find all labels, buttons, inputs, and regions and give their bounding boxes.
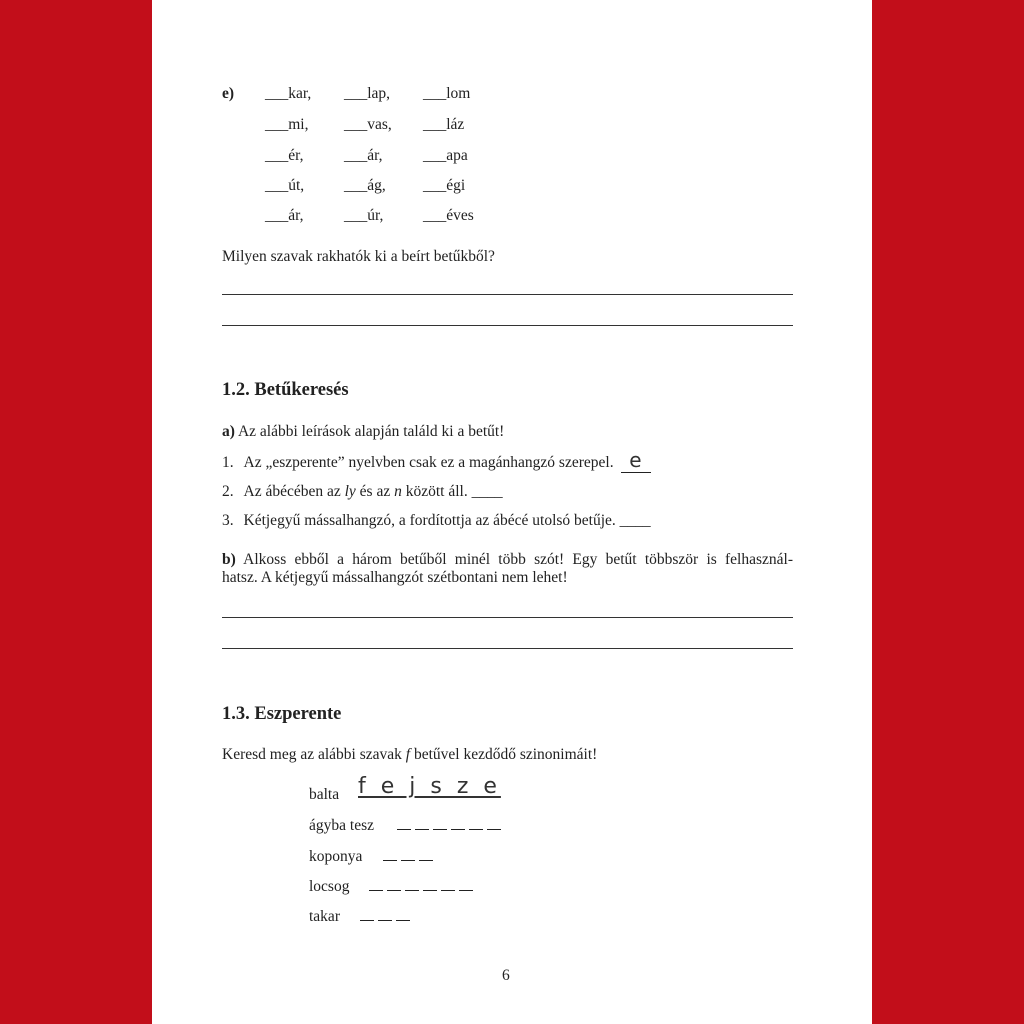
item-text-part: között áll. ____ xyxy=(401,483,503,500)
letter-blank[interactable] xyxy=(433,818,447,830)
word-label: balta xyxy=(309,786,340,803)
letter-blank[interactable] xyxy=(397,818,411,830)
exercise-e-label: e) xyxy=(222,85,235,102)
page-number: 6 xyxy=(502,967,510,984)
item-number: 3. xyxy=(222,512,234,529)
section-title: 1.2. Betűkeresés xyxy=(222,380,349,400)
instruction-a xyxy=(222,423,504,441)
word-cell: ___mi, xyxy=(265,116,309,133)
item-text xyxy=(244,483,503,500)
word-cell: ___ár, xyxy=(265,207,304,224)
instruction-b-line: hatsz. A kétjegyű mássalhangzót szétbontani nem lehet! xyxy=(222,569,568,586)
letter-blank[interactable] xyxy=(360,909,374,921)
answer-line[interactable] xyxy=(222,648,793,649)
item-text: Kétjegyű mássalhangzó, a fordítottja az ábécé utolsó betűje. ____ xyxy=(243,512,651,529)
letter-blank[interactable] xyxy=(487,818,501,830)
handwritten-answer: e xyxy=(629,448,644,472)
item-text-italic: ly xyxy=(344,483,356,500)
letter-blank[interactable] xyxy=(383,849,397,861)
letter-blank[interactable] xyxy=(415,818,429,830)
word-label: locsog xyxy=(309,878,350,895)
word-cell: ___lap, xyxy=(344,85,391,102)
list-item xyxy=(222,512,651,530)
word-cell: ___égi xyxy=(423,177,466,194)
instruction xyxy=(222,746,597,764)
instruction-a-label: a) xyxy=(222,423,235,440)
letter-blank[interactable] xyxy=(441,879,455,891)
handwritten-answer: f e j s z e xyxy=(358,774,501,799)
exercise-e-question: Milyen szavak rakhatók ki a beírt betűkből? xyxy=(222,248,495,265)
instruction-italic: f xyxy=(405,746,411,763)
letter-blanks[interactable] xyxy=(369,878,477,896)
letter-blank[interactable] xyxy=(401,849,415,861)
instruction-b xyxy=(222,551,793,587)
letter-blank[interactable] xyxy=(396,909,410,921)
word-cell: ___apa xyxy=(423,147,468,164)
worksheet-page xyxy=(152,0,872,1024)
letter-blank[interactable] xyxy=(469,818,483,830)
letter-blanks[interactable] xyxy=(383,848,437,866)
handwritten-answer-row[interactable] xyxy=(358,776,501,798)
answer-line[interactable] xyxy=(222,294,793,295)
word-cell: ___vas, xyxy=(344,116,392,133)
instruction-b-text: Alkoss ebből a három betűből minél több szót! Egy betűt többször is felhasznál- xyxy=(235,551,793,568)
word-cell: ___úr, xyxy=(344,207,384,224)
list-item xyxy=(222,448,651,473)
word-cell: ___ár, xyxy=(344,147,383,164)
word-label: takar xyxy=(309,908,340,925)
list-item xyxy=(222,483,503,501)
instruction-text: Keresd meg az alábbi szavak xyxy=(222,746,406,763)
word-cell: ___ág, xyxy=(344,177,386,194)
word-cell: ___láz xyxy=(423,116,465,133)
letter-blank[interactable] xyxy=(378,909,392,921)
answer-blank[interactable] xyxy=(621,448,651,473)
instruction-b-label: b) xyxy=(222,551,236,568)
word-cell: ___kar, xyxy=(265,85,312,102)
instruction-text: betűvel kezdődő szinonimáit! xyxy=(410,746,598,763)
item-number: 2. xyxy=(222,483,234,500)
letter-blanks[interactable] xyxy=(397,817,505,835)
instruction-a-text: Az alábbi leírások alapján találd ki a betűt! xyxy=(234,423,505,440)
letter-blank[interactable] xyxy=(369,879,383,891)
word-label: koponya xyxy=(309,848,363,865)
section-title: 1.3. Eszperente xyxy=(222,704,342,724)
word-cell: ___éves xyxy=(423,207,474,224)
item-text-part: Az ábécében az xyxy=(243,483,345,500)
letter-blanks[interactable] xyxy=(360,908,414,926)
word-cell: ___lom xyxy=(423,85,471,102)
instruction-b-line xyxy=(222,551,793,569)
item-number: 1. xyxy=(222,454,234,471)
item-text-italic: n xyxy=(394,483,402,500)
item-text: Az „eszperente” nyelvben csak ez a magánhangzó szerepel. xyxy=(243,454,614,471)
letter-blank[interactable] xyxy=(423,879,437,891)
answer-line[interactable] xyxy=(222,617,793,618)
letter-blank[interactable] xyxy=(459,879,473,891)
item-text-part: és az xyxy=(355,483,395,500)
letter-blank[interactable] xyxy=(405,879,419,891)
word-label: ágyba tesz xyxy=(309,817,374,834)
word-cell: ___út, xyxy=(265,177,305,194)
word-cell: ___ér, xyxy=(265,147,304,164)
letter-blank[interactable] xyxy=(387,879,401,891)
letter-blank[interactable] xyxy=(419,849,433,861)
answer-line[interactable] xyxy=(222,325,793,326)
letter-blank[interactable] xyxy=(451,818,465,830)
